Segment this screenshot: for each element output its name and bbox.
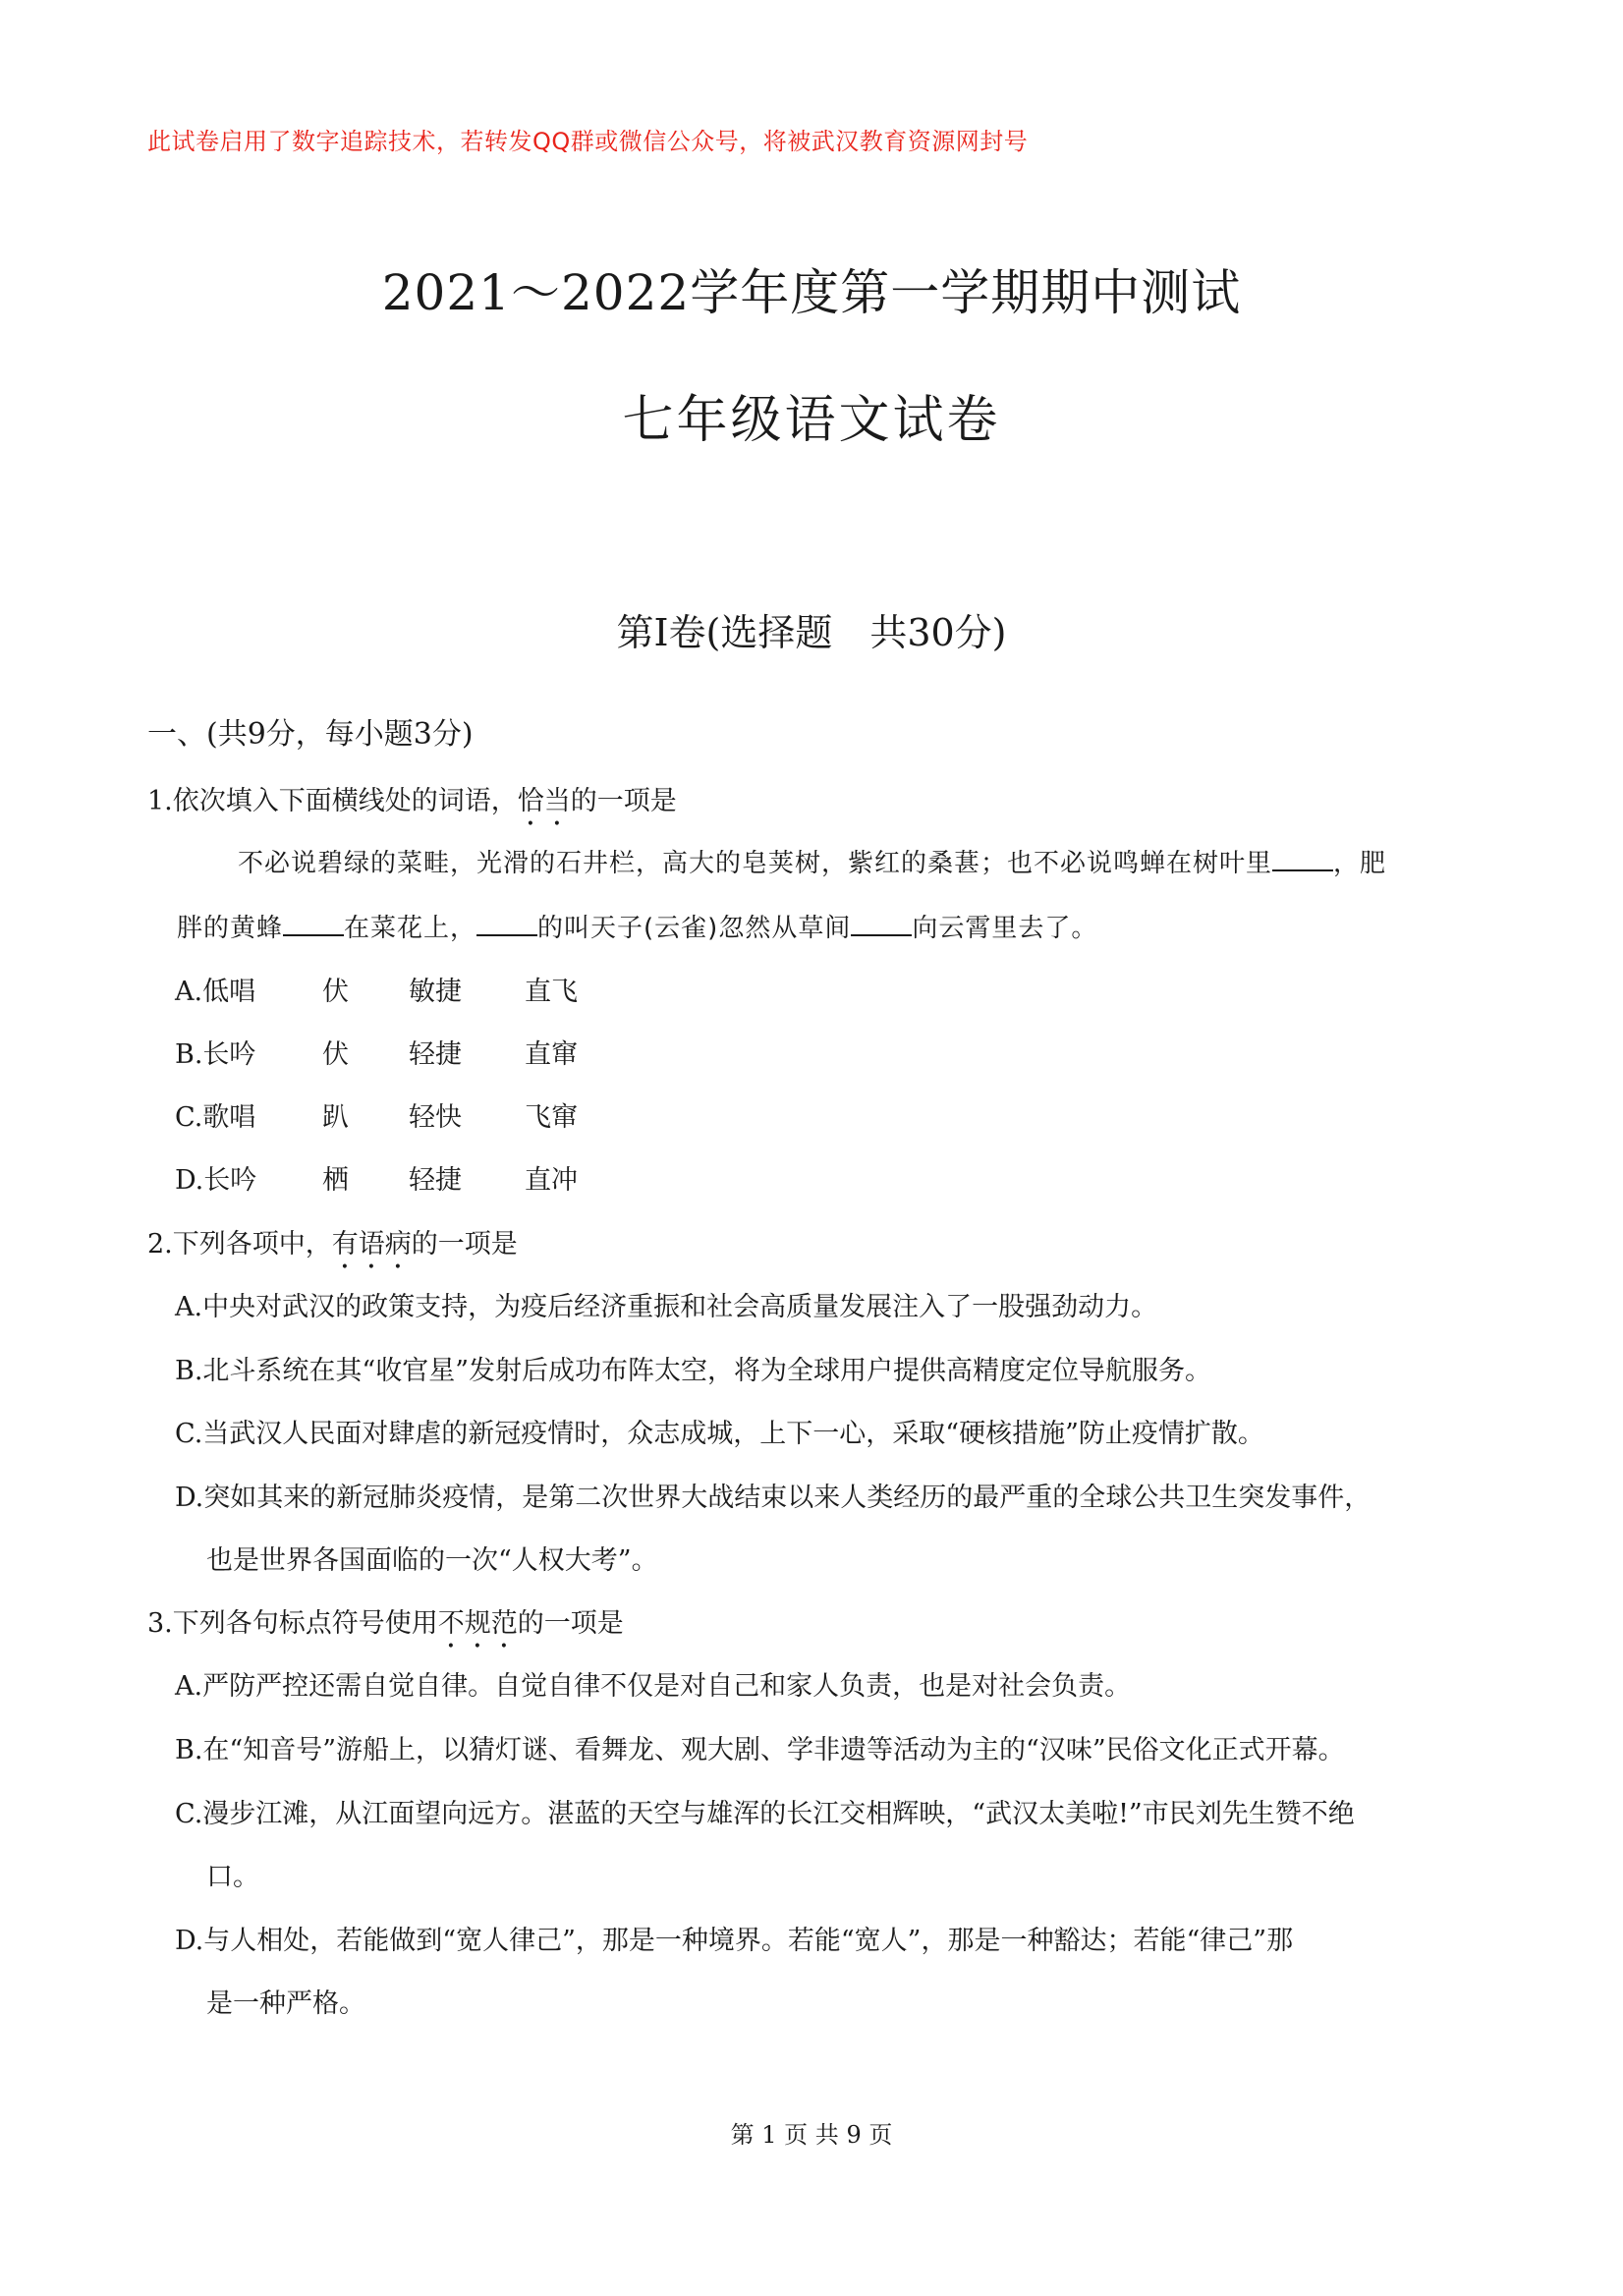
question-2-option-a: A.中央对武汉的政策支持，为疫后经济重振和社会高质量发展注入了一股强劲动力。 [175,1292,1158,1322]
part-heading: 第Ⅰ卷(选择题 共30分) [616,611,1007,654]
page-number: 第 1 页 共 9 页 [730,2121,893,2149]
question-2-option-d-line-1: D.突如其来的新冠肺炎疫情，是第二次世界大战结束以来人类经历的最严重的全球公共卫生突发事件， [175,1483,1371,1513]
question-2-stem: 2.下列各项中，有语病的一项是 [147,1229,518,1260]
emphasis-mark: 恰当 [517,786,571,816]
question-3-option-c-line-2: 口。 [206,1862,259,1892]
question-1-option-d: D.长吟 栖 轻捷 直冲 [175,1165,578,1196]
tracking-notice: 此试卷启用了数字追踪技术，若转发QQ群或微信公众号，将被武汉教育资源网封号 [147,128,1029,155]
question-2-option-d-line-2: 也是世界各国面临的一次“人权大考”。 [206,1545,658,1576]
question-1-option-a: A.低唱 伏 敏捷 直飞 [175,977,578,1007]
emphasis-mark: 不规范 [437,1608,518,1639]
question-3-option-d-line-1: D.与人相处，若能做到“宽人律己”，那是一种境界。若能“宽人”，那是一种豁达；若能“律己”那 [175,1926,1294,1956]
question-1-option-c: C.歌唱 趴 轻快 飞窜 [175,1102,578,1133]
question-2-option-c: C.当武汉人民面对肆虐的新冠疫情时，众志成城，上下一心，采取“硬核措施”防止疫情扩散。 [175,1419,1264,1449]
question-1-stem: 1.依次填入下面横线处的词语，恰当的一项是 [147,786,677,816]
question-3-option-b: B.在“知音号”游船上，以猜灯谜、看舞龙、观大剧、学非遗等活动为主的“汉味”民俗文化正式开幕。 [175,1735,1345,1765]
section-heading: 一、(共9分，每小题3分) [147,717,474,752]
answer-blank [851,913,912,936]
exam-title: 2021～2022学年度第一学期期中测试 [381,264,1242,321]
question-2-option-b: B.北斗系统在其“收官星”发射后成功布阵太空，将为全球用户提供高精度定位导航服务。 [175,1356,1212,1386]
emphasis-mark: 有语病 [331,1229,412,1260]
question-3-stem: 3.下列各句标点符号使用不规范的一项是 [147,1608,624,1639]
answer-blank [476,913,537,936]
question-1-option-b: B.长吟 伏 轻捷 直窜 [175,1039,578,1070]
exam-subtitle: 七年级语文试卷 [622,391,1001,450]
answer-blank [1272,848,1333,871]
question-3-option-a: A.严防严控还需自觉自律。自觉自律不仅是对自己和家人负责，也是对社会负责。 [175,1671,1132,1702]
question-1-passage-line-1: 不必说碧绿的菜畦，光滑的石井栏，高大的皂荚树，紫红的桑葚；也不必说鸣蝉在树叶里 ，肥 [238,849,1387,878]
question-3-option-c-line-1: C.漫步江滩，从江面望向远方。湛蓝的天空与雄浑的长江交相辉映，“武汉太美啦!”市民刘先生赞不绝 [175,1799,1355,1829]
question-1-passage-line-2: 胖的黄蜂 在菜花上， 的叫天子(云雀)忽然从草间 向云霄里去了。 [177,914,1098,943]
question-3-option-d-line-2: 是一种严格。 [206,1988,365,2019]
answer-blank [283,913,344,936]
